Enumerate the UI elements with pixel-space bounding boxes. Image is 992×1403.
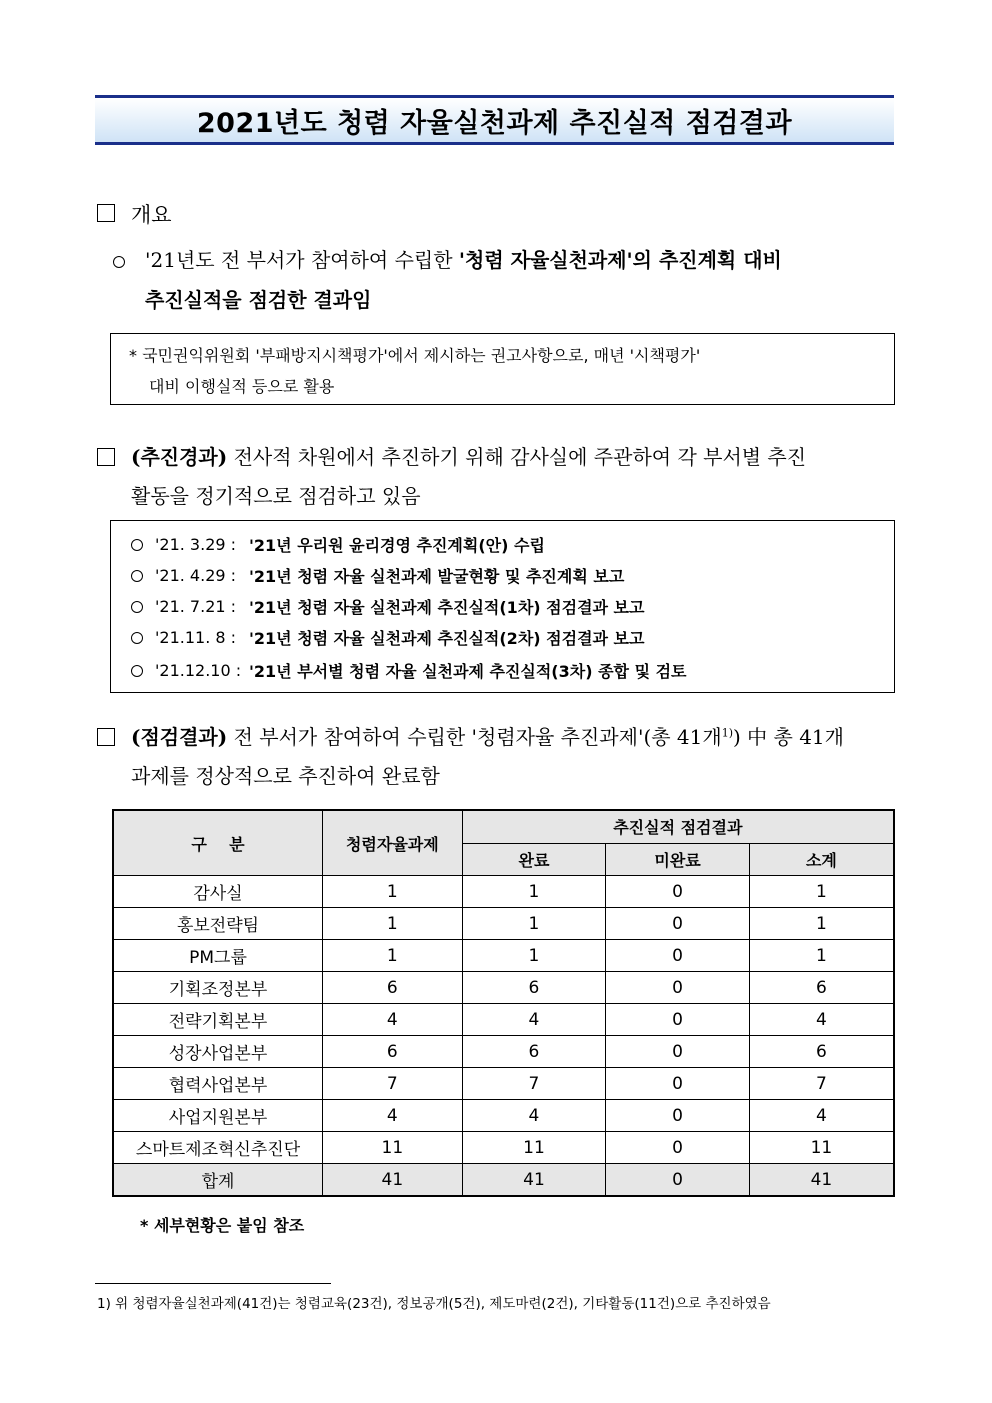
cell-tasks: 6 [323,1036,463,1068]
document-title-banner [95,95,894,145]
cell-undone: 0 [606,1132,750,1164]
cell-tasks: 4 [323,1100,463,1132]
progress-paragraph-line1 [131,441,806,470]
table-row [113,1004,894,1036]
circle-bullet-icon [131,601,143,613]
cell-division: 사업지원본부 [113,1100,323,1132]
circle-bullet-icon [131,570,143,582]
progress-paragraph-line2: 활동을 정기적으로 점검하고 있음 [131,484,421,508]
result-paragraph-line1 [131,721,844,750]
result-text-tail: ) 中 총 41개 [733,725,844,749]
cell-undone: 0 [606,1036,750,1068]
checkbox-square-icon [97,448,115,466]
header-undone: 미완료 [606,843,750,876]
circle-bullet-icon [131,665,143,677]
cell-subtotal: 4 [749,1004,894,1036]
result-paragraph-line2: 과제를 정상적으로 추진하여 완료함 [131,764,440,788]
timeline-date: '21. 3.29 : [155,535,237,554]
cell-tasks: 6 [323,972,463,1004]
header-subtotal: 소계 [749,843,894,876]
cell-tasks: 11 [323,1132,463,1164]
checkbox-square-icon [97,728,115,746]
cell-division: 홍보전략팀 [113,908,323,940]
table-row [113,940,894,972]
cell-subtotal: 1 [749,940,894,972]
cell-undone: 0 [606,1004,750,1036]
cell-division: 전략기획본부 [113,1004,323,1036]
overview-paragraph-line1 [113,244,782,273]
table-total-row [113,1164,894,1197]
overview-paragraph-line2 [145,284,371,313]
timeline-date: '21.12.10 : [155,661,242,680]
cell-subtotal: 7 [749,1068,894,1100]
table-row [113,1036,894,1068]
cell-done: 4 [462,1004,606,1036]
cell-done: 1 [462,940,606,972]
cell-total-done: 41 [462,1164,606,1197]
cell-undone: 0 [606,1068,750,1100]
cell-total-subtotal: 41 [749,1164,894,1197]
cell-division: 감사실 [113,876,323,908]
overview-text-bold: '청렴 자율실천과제'의 추진계획 대비 [458,248,782,272]
timeline-item [131,533,545,556]
cell-tasks: 7 [323,1068,463,1100]
cell-done: 1 [462,876,606,908]
cell-tasks: 4 [323,1004,463,1036]
cell-subtotal: 1 [749,876,894,908]
cell-total-undone: 0 [606,1164,750,1197]
timeline-text: '21년 청렴 자율 실천과제 발굴현황 및 추진계획 보고 [249,567,625,586]
cell-subtotal: 11 [749,1132,894,1164]
table-row [113,908,894,940]
circle-bullet-icon [113,256,125,268]
progress-heading: (추진경과) [131,445,228,469]
cell-division: 스마트제조혁신추진단 [113,1132,323,1164]
table-note: * 세부현황은 붙임 참조 [140,1216,305,1235]
table-row [113,1100,894,1132]
cell-subtotal: 6 [749,972,894,1004]
table-row [113,1132,894,1164]
cell-undone: 0 [606,940,750,972]
timeline-text: '21년 청렴 자율 실천과제 추진실적(2차) 점검결과 보고 [249,629,645,648]
header-tasks: 청렴자율과제 [323,810,463,876]
cell-done: 7 [462,1068,606,1100]
header-done: 완료 [462,843,606,876]
footnote-reference: 1) [721,726,733,740]
cell-subtotal: 1 [749,908,894,940]
timeline-text: '21년 우리원 윤리경영 추진계획(안) 수립 [249,536,545,555]
header-result-group: 추진실적 점검결과 [462,810,894,843]
cell-tasks: 1 [323,876,463,908]
progress-text: 전사적 차원에서 추진하기 위해 감사실에 주관하여 각 부서별 추진 [227,445,807,469]
cell-subtotal: 6 [749,1036,894,1068]
cell-done: 11 [462,1132,606,1164]
timeline-item [131,595,644,618]
footnote-text: 1) 위 청렴자율실천과제(41건)는 청렴교육(23건), 정보공개(5건), 제도마련(2건), 기타활동(11건)으로 추진하였음 [97,1296,771,1312]
cell-undone: 0 [606,876,750,908]
cell-undone: 0 [606,972,750,1004]
cell-total-tasks: 41 [323,1164,463,1197]
header-division: 구 분 [113,810,323,876]
timeline-text: '21년 부서별 청렴 자율 실천과제 추진실적(3차) 종합 및 검토 [249,662,687,681]
timeline-item [131,659,687,682]
progress-timeline-box [110,520,895,693]
cell-undone: 0 [606,908,750,940]
timeline-item [131,626,644,649]
circle-bullet-icon [131,632,143,644]
overview-note-line1: * 국민권익위원회 '부패방지시책평가'에서 제시하는 권고사항으로, 매년 '시책평가' [129,346,701,365]
cell-undone: 0 [606,1100,750,1132]
cell-division: 성장사업본부 [113,1036,323,1068]
table-row [113,972,894,1004]
table-row [113,1068,894,1100]
timeline-date: '21. 4.29 : [155,566,237,585]
cell-done: 6 [462,1036,606,1068]
timeline-date: '21.11. 8 : [155,628,237,647]
overview-note-box [110,333,895,405]
cell-division: 기획조정본부 [113,972,323,1004]
circle-bullet-icon [131,539,143,551]
table-row [113,876,894,908]
overview-note-line2: 대비 이행실적 등으로 활용 [149,377,335,396]
overview-text-bold-2: 추진실적을 점검한 결과임 [145,288,372,312]
overview-text-plain: '21년도 전 부서가 참여하여 수립한 [145,248,459,272]
result-heading: (점검결과) [131,725,228,749]
timeline-item [131,564,624,587]
cell-division: 협력사업본부 [113,1068,323,1100]
overview-heading: 개요 [131,203,172,227]
timeline-text: '21년 청렴 자율 실천과제 추진실적(1차) 점검결과 보고 [249,598,645,617]
result-text: 전 부서가 참여하여 수립한 '청렴자율 추진과제'(총 41개 [227,725,722,749]
cell-done: 4 [462,1100,606,1132]
cell-division: PM그룹 [113,940,323,972]
cell-done: 1 [462,908,606,940]
cell-done: 6 [462,972,606,1004]
results-table [112,809,895,1197]
cell-subtotal: 4 [749,1100,894,1132]
document-title: 2021년도 청렴 자율실천과제 추진실적 점검결과 [196,107,793,139]
footnote-divider [95,1283,331,1284]
cell-tasks: 1 [323,940,463,972]
checkbox-square-icon [97,204,115,222]
cell-total-label: 합계 [113,1164,323,1197]
cell-tasks: 1 [323,908,463,940]
timeline-date: '21. 7.21 : [155,597,237,616]
